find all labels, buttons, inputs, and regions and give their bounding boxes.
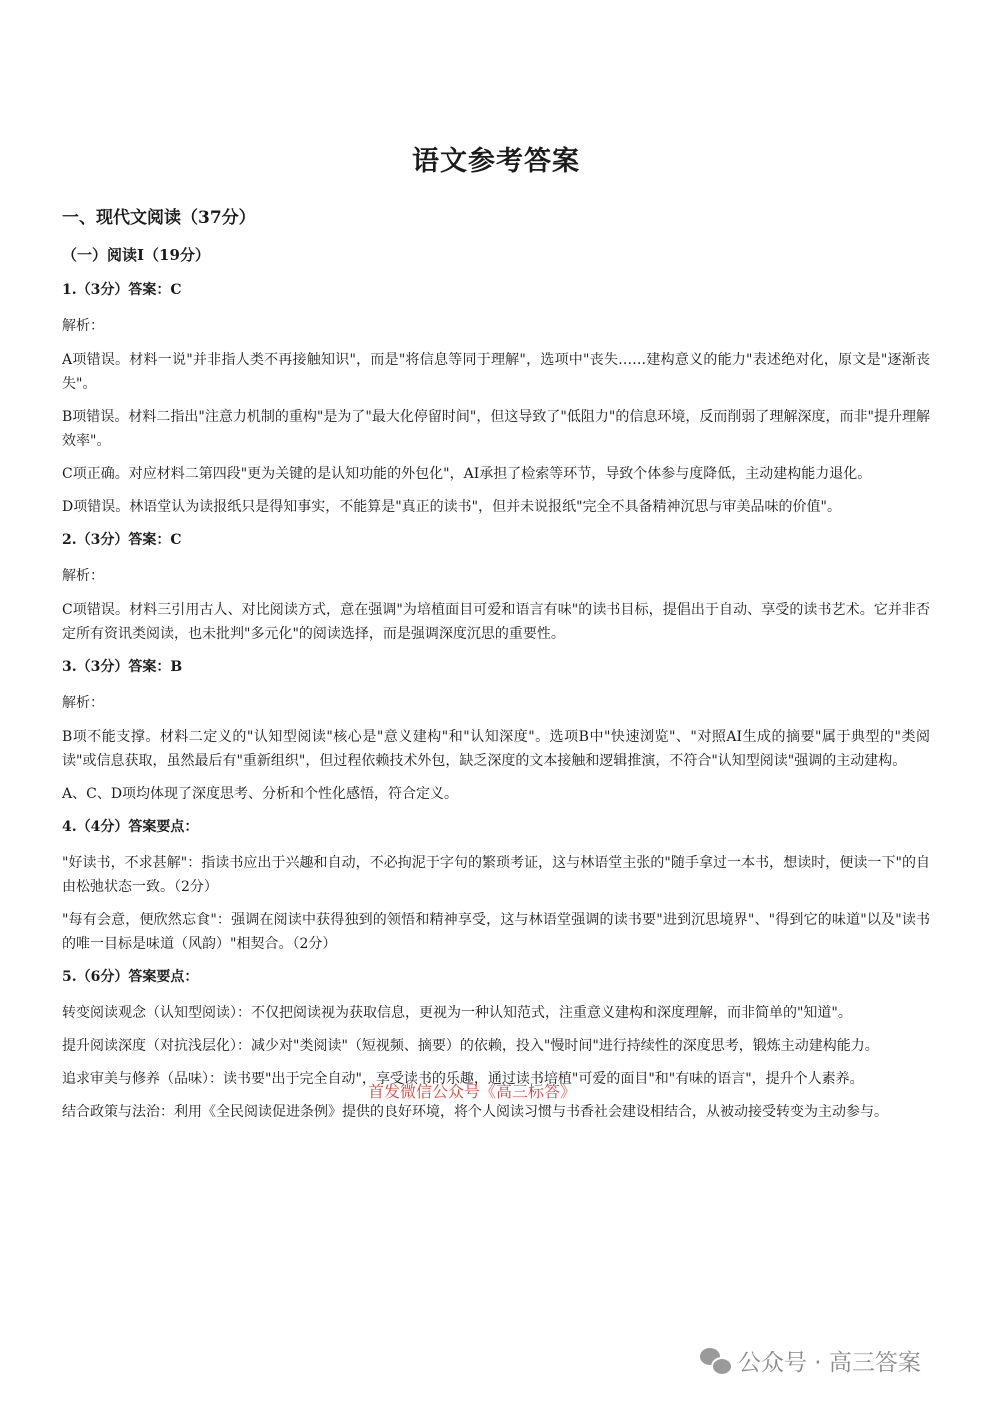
- answer-paragraph: D项错误。林语堂认为读报纸只是得知事实，不能算是"真正的读书"，但并未说报纸"完全不具备精神沉思与审美品味的价值"。: [62, 499, 841, 515]
- answer-paragraph: 提升阅读深度（对抗浅层化）：减少对"类阅读"（短视频、摘要）的依赖，投入"慢时间"进行持续性的深度思考，锻炼主动建构能力。: [62, 1038, 879, 1054]
- answer-paragraph: C项错误。材料三引用古人、对比阅读方式，意在强调"为培植面目可爱和语言有味"的读书目标，提倡出于自动、享受的读书艺术。它并非否定所有资讯类阅读，也未批判"多元化"的阅读选择，而是强调深度沉思的重要性。: [62, 602, 930, 642]
- answer-paragraph: B项不能支撑。材料二定义的"认知型阅读"核心是"意义建构"和"认知深度"。选项B中"快速浏览"、"对照AI生成的摘要"属于典型的"类阅读"或信息获取，虽然最后有"重新组织"，但过程依赖技术外包，缺乏深度的文本接触和逻辑推演，不符合"认知型阅读"强调的主动建构。: [62, 729, 930, 769]
- subsection-title: （一）阅读Ⅰ（19分）: [62, 246, 210, 264]
- answer-paragraph: "好读书，不求甚解"：指读书应出于兴趣和自动，不必拘泥于字句的繁琐考证，这与林语堂主张的"随手拿过一本书，想读时，便读一下"的自由松弛状态一致。（2分）: [62, 855, 930, 895]
- answer-paragraph: "每有会意，便欣然忘食"：强调在阅读中获得独到的领悟和精神享受，这与林语堂强调的读书要"进到沉思境界"、"得到它的味道"以及"读书的唯一目标是味道（风韵）"相契合。（2分）: [62, 912, 930, 952]
- question-heading: 2.（3分）答案：C: [62, 532, 182, 548]
- watermark-text: 首发微信公众号《高三标答》: [368, 1082, 577, 1101]
- analysis-label: 解析：: [62, 695, 104, 711]
- question-2: [62, 528, 930, 646]
- analysis-label: 解析：: [62, 568, 104, 584]
- footer-brand: [700, 1344, 921, 1377]
- question-heading: 5.（6分）答案要点：: [62, 969, 199, 985]
- question-heading: 1.（3分）答案：C: [62, 282, 182, 298]
- answer-paragraph: 转变阅读观念（认知型阅读）：不仅把阅读视为获取信息，更视为一种认知范式，注重意义建构和深度理解，而非简单的"知道"。: [62, 1005, 852, 1021]
- answer-paragraph: 追求审美与修养（品味）：读书要"出于完全自动"，享受读书的乐趣，通过读书培植"可爱的面目"和"有味的语言"，提升个人素养。: [62, 1071, 864, 1087]
- answer-paragraph: 结合政策与法治：利用《全民阅读促进条例》提供的良好环境，将个人阅读习惯与书香社会建设相结合，从被动接受转变为主动参与。: [62, 1104, 888, 1120]
- document-title: 语文参考答案: [412, 146, 580, 177]
- footer-text: 公众号 · 高三答案: [738, 1350, 921, 1376]
- section-title: 一、现代文阅读（37分）: [62, 208, 256, 228]
- answer-paragraph: C项正确。对应材料二第四段"更为关键的是认知功能的外包化"，AI承担了检索等环节，导致个体参与度降低，主动建构能力退化。: [62, 466, 872, 482]
- analysis-label: 解析：: [62, 318, 104, 334]
- answer-paragraph: B项错误。材料二指出"注意力机制的重构"是为了"最大化停留时间"，但这导致了"低阻力"的信息环境，反而削弱了理解深度，而非"提升理解效率"。: [62, 409, 930, 449]
- question-heading: 3.（3分）答案：B: [62, 659, 183, 675]
- question-1: [62, 278, 930, 519]
- document-page: [62, 140, 930, 1133]
- question-4: [62, 815, 930, 956]
- question-heading: 4.（4分）答案要点：: [62, 819, 199, 835]
- wechat-icon: [700, 1348, 730, 1374]
- question-3: [62, 655, 930, 806]
- answer-paragraph: A项错误。材料一说"并非指人类不再接触知识"，而是"将信息等同于理解"，选项中"丧失……建构意义的能力"表述绝对化，原文是"逐渐丧失"。: [62, 352, 930, 392]
- answer-paragraph: A、C、D项均体现了深度思考、分析和个性化感悟，符合定义。: [62, 786, 459, 802]
